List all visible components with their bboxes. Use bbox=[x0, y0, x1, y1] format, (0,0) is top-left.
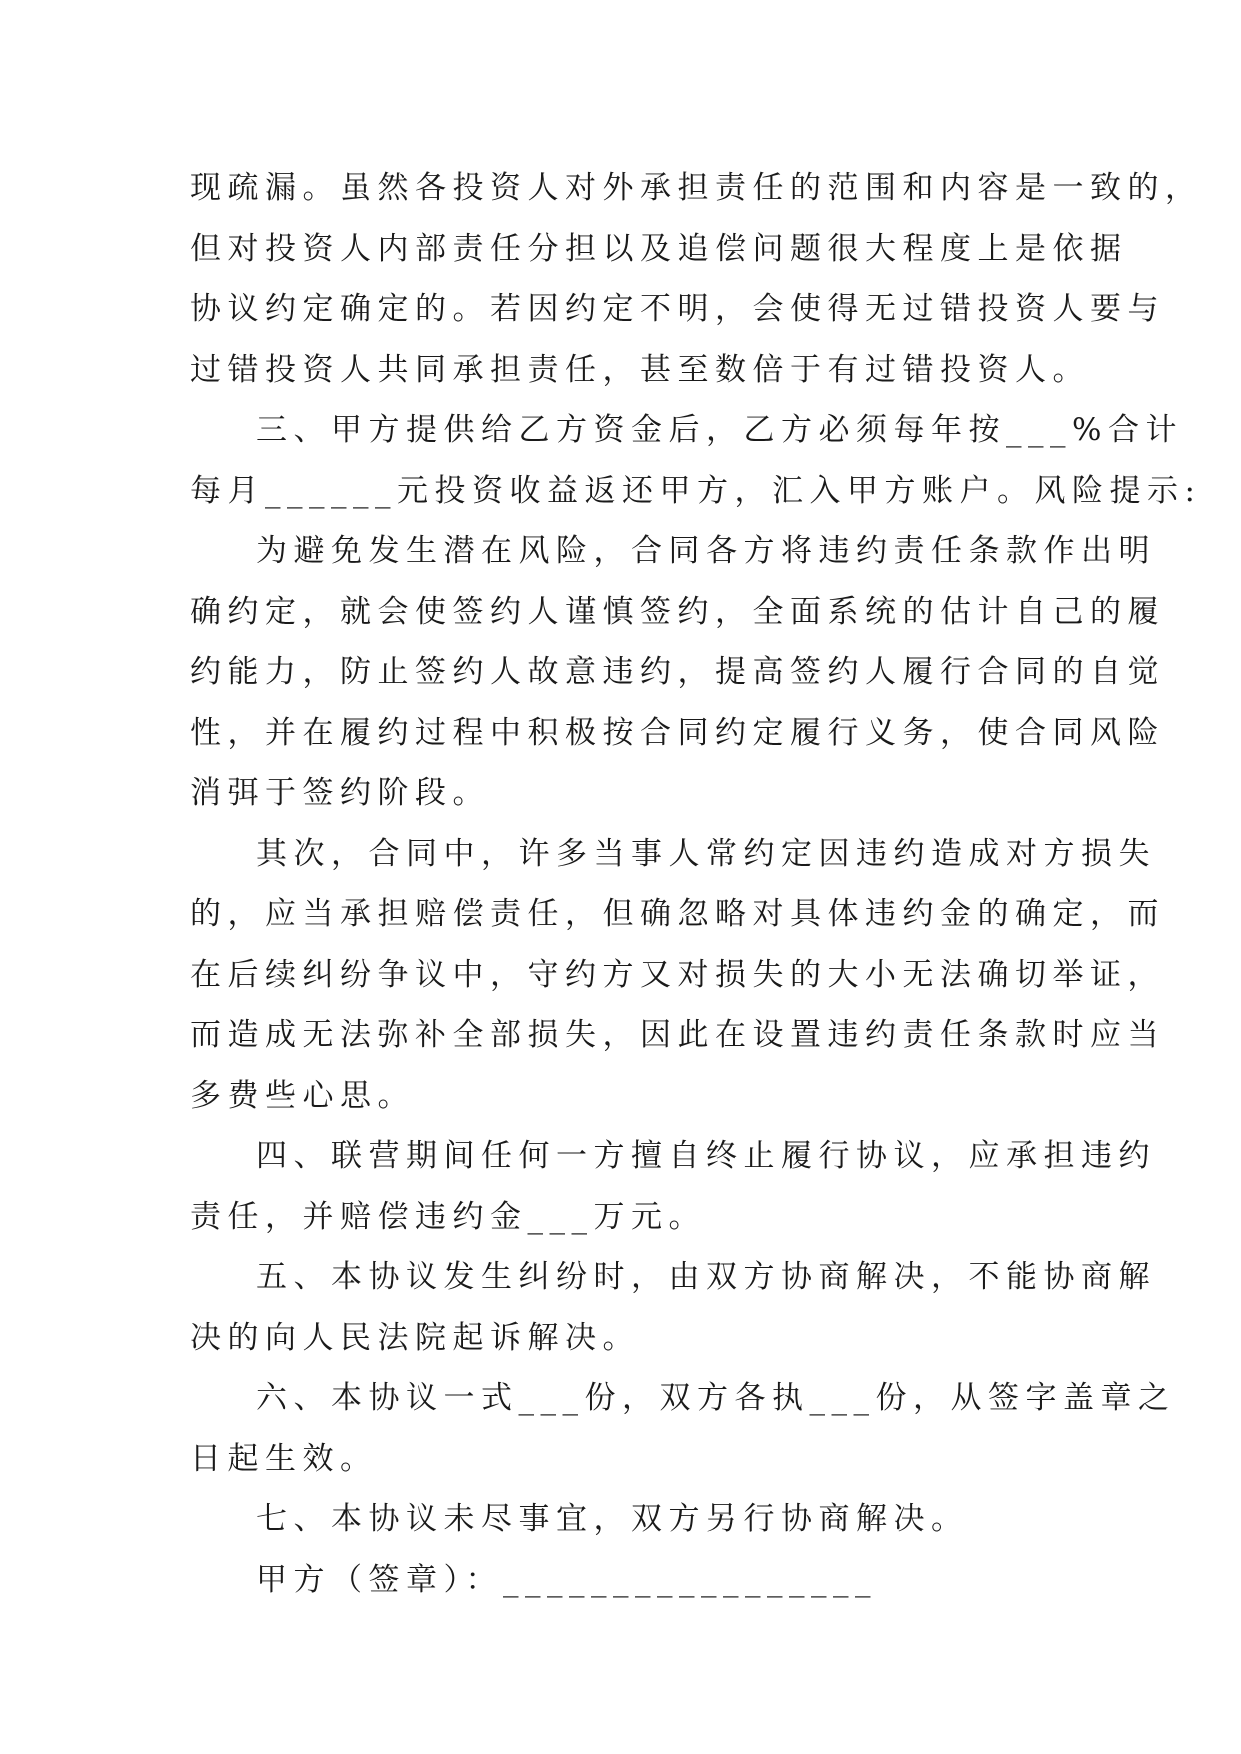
clause-three-line: 三、甲方提供给乙方资金后，乙方必须每年按___%合计 bbox=[256, 412, 1183, 448]
clause-seven-line: 七、本协议未尽事宜，双方另行协商解决。 bbox=[256, 1501, 969, 1537]
risk-note-line: 为避免发生潜在风险，合同各方将违约责任条款作出明 bbox=[256, 533, 1156, 569]
clause-four-line: 四、联营期间任何一方擅自终止履行协议，应承担违约 bbox=[256, 1138, 1156, 1174]
text-line: 现疏漏。虽然各投资人对外承担责任的范围和内容是一致的， bbox=[190, 170, 1203, 206]
text-line: 决的向人民法院起诉解决。 bbox=[190, 1319, 640, 1356]
text-line: 约能力，防止签约人故意违约，提高签约人履行合同的自觉 bbox=[190, 654, 1165, 690]
party-a-signature-line: 甲方（签章）：_________________ bbox=[256, 1561, 877, 1598]
clause-six-line: 六、本协议一式___份，双方各执___份，从签字盖章之 bbox=[256, 1380, 1176, 1416]
text-line: 过错投资人共同承担责任，甚至数倍于有过错投资人。 bbox=[190, 351, 1090, 388]
text-line: 确约定，就会使签约人谨慎签约，全面系统的估计自己的履 bbox=[190, 593, 1165, 630]
text-line: 日起生效。 bbox=[190, 1440, 378, 1477]
text-line: 责任，并赔偿违约金___万元。 bbox=[190, 1198, 706, 1235]
text-line: 多费些心思。 bbox=[190, 1077, 415, 1114]
text-line: 消弭于签约阶段。 bbox=[190, 775, 490, 811]
clause-five-line: 五、本协议发生纠纷时，由双方协商解决，不能协商解 bbox=[256, 1259, 1156, 1295]
text-line: 而造成无法弥补全部损失，因此在设置违约责任条款时应当 bbox=[190, 1017, 1165, 1053]
text-line: 在后续纠纷争议中，守约方又对损失的大小无法确切举证， bbox=[190, 956, 1165, 993]
text-line: 但对投资人内部责任分担以及追偿问题很大程度上是依据 bbox=[190, 230, 1128, 267]
document-body bbox=[190, 158, 1203, 1610]
text-line: 每月______元投资收益返还甲方，汇入甲方账户。风险提示: bbox=[190, 472, 1202, 509]
text-line: 协议约定确定的。若因约定不明，会使得无过错投资人要与 bbox=[190, 291, 1165, 327]
paragraph-line: 其次，合同中，许多当事人常约定因违约造成对方损失 bbox=[256, 835, 1156, 872]
text-line: 性，并在履约过程中积极按合同约定履行义务，使合同风险 bbox=[190, 714, 1165, 751]
text-line: 的，应当承担赔偿责任，但确忽略对具体违约金的确定，而 bbox=[190, 896, 1165, 932]
